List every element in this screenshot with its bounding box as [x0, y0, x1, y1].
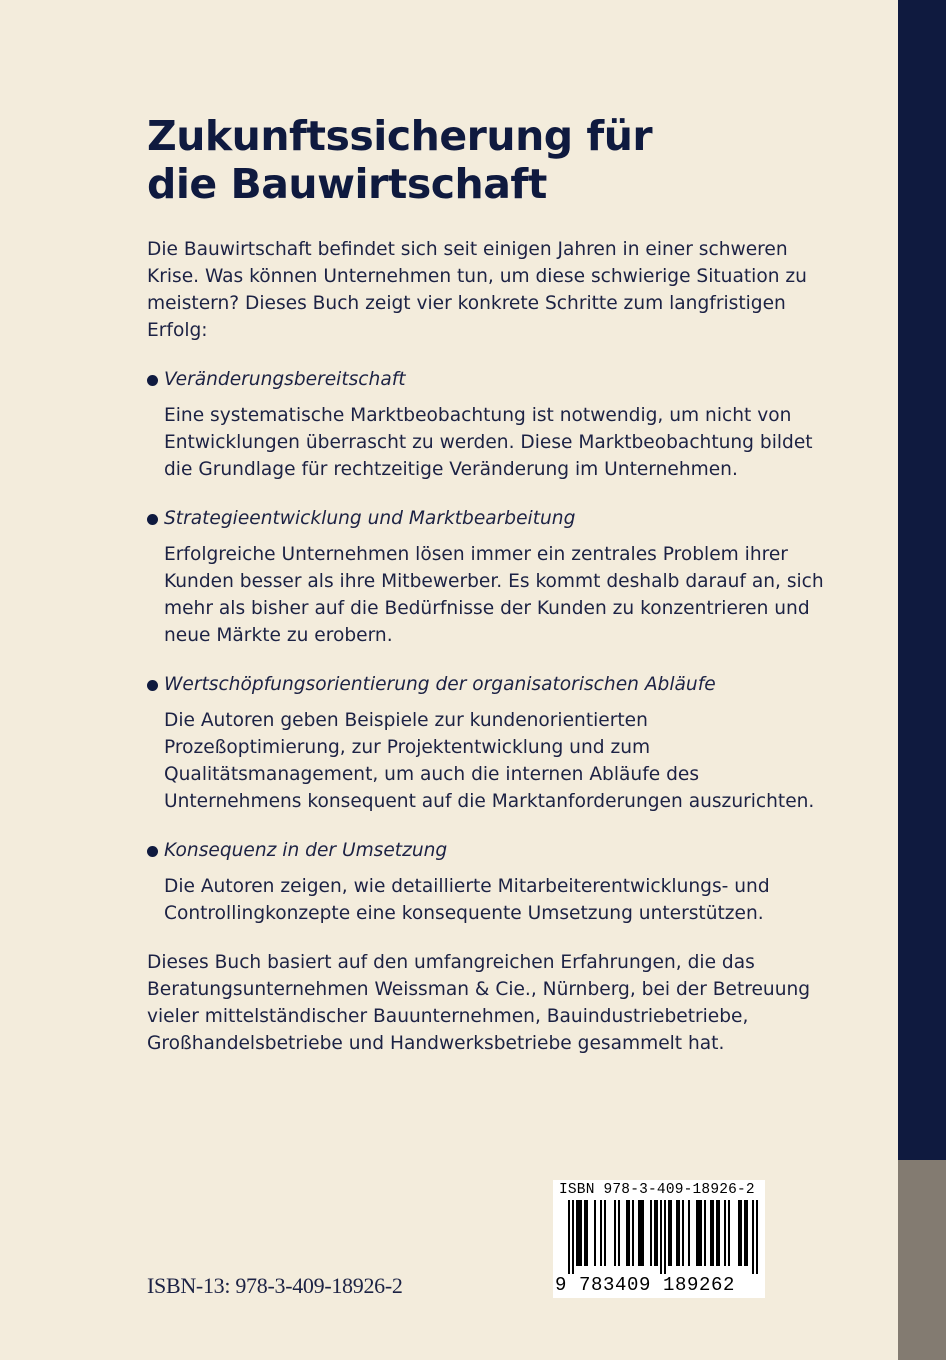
barcode-bar: [600, 1200, 602, 1266]
barcode-bar: [660, 1200, 662, 1274]
barcode-bar: [700, 1200, 702, 1266]
barcode-bar: [604, 1200, 606, 1266]
barcode-bar: [710, 1200, 712, 1266]
barcode-bar: [654, 1200, 656, 1266]
outro-paragraph: Dieses Buch basiert auf den umfangreichen Erfahrungen, die das Beratungsunternehmen Weissman & Cie., Nürnberg, bei der Betreuung vieler mittelständischer Bauunternehmen, Bauindustriebetriebe, Großhandelsbetriebe und Handwerksbetriebe gesammelt hat.: [147, 952, 811, 1054]
barcode-bar: [682, 1200, 684, 1266]
barcode-bar: [642, 1200, 644, 1266]
spine-bottom-block: [898, 1160, 946, 1360]
bullet-dot-icon: [147, 514, 158, 525]
bullet-heading: Strategieentwicklung und Marktbearbeitung: [164, 508, 576, 529]
barcode-bar: [594, 1200, 596, 1266]
barcode-bar: [568, 1200, 570, 1274]
bullet-item: [147, 505, 827, 649]
barcode-bar: [668, 1200, 670, 1266]
barcode-bar: [756, 1200, 758, 1274]
bullet-heading: Konsequenz in der Umsetzung: [164, 840, 448, 861]
barcode-bar: [628, 1200, 630, 1266]
barcode-bar: [704, 1200, 706, 1266]
barcode-bar: [696, 1200, 698, 1266]
barcode-bar: [738, 1200, 740, 1266]
barcode-bar: [678, 1200, 680, 1266]
barcode-bar: [576, 1200, 578, 1266]
barcode-digits: 9 783409 189262: [555, 1274, 736, 1296]
barcode-bar: [650, 1200, 652, 1266]
bullet-body: Erfolgreiche Unternehmen lösen immer ein zentrales Problem ihrer Kunden besser als ihre Mitbewerber. Es kommt deshalb darauf an, sich mehr als bisher auf die Bedürfnisse der Kunden zu konzentrieren und neue Märkte zu erobern.: [164, 544, 824, 646]
barcode-bar: [656, 1200, 658, 1266]
barcode-bar: [718, 1200, 720, 1266]
back-cover-text: [147, 112, 827, 1076]
bullet-item: [147, 837, 827, 927]
barcode-bar: [572, 1200, 574, 1274]
title-line-1: Zukunftssicherung für: [147, 112, 653, 160]
bullet-body: Eine systematische Marktbeobachtung ist notwendig, um nicht von Entwicklungen überrascht zu werden. Diese Marktbeobachtung bildet die Grundlage für rechtzeitige Veränderung im Unternehmen.: [164, 405, 813, 480]
barcode-bar: [676, 1200, 678, 1266]
barcode-bar: [724, 1200, 726, 1266]
barcode-bar: [716, 1200, 718, 1266]
book-title: [147, 112, 827, 208]
spine-stripe: [898, 0, 946, 1360]
bullet-item: [147, 671, 827, 815]
title-line-2: die Bauwirtschaft: [147, 160, 547, 208]
bullet-dot-icon: [147, 846, 158, 857]
bullet-body: Die Autoren geben Beispiele zur kundenorientierten Prozeßoptimierung, zur Projektentwicklung und zum Qualitätsmanagement, um auch die internen Abläufe des Unternehmens konsequent auf die Marktanforderungen auszurichten.: [164, 710, 815, 812]
barcode-bar: [728, 1200, 730, 1266]
barcode-bar: [586, 1200, 588, 1266]
bullet-dot-icon: [147, 680, 158, 691]
barcode-bar: [670, 1200, 672, 1266]
barcode-bar: [664, 1200, 666, 1274]
barcode-bar: [712, 1200, 714, 1266]
barcode-bar: [740, 1200, 742, 1266]
barcode-panel: [553, 1180, 765, 1298]
isbn-13-label: ISBN-13: 978-3-409-18926-2: [147, 1273, 403, 1298]
barcode-bar: [744, 1200, 746, 1266]
barcode-bar: [638, 1200, 640, 1266]
barcode-bar: [688, 1200, 690, 1266]
bullet-heading: Veränderungsbereitschaft: [164, 369, 406, 390]
barcode-bar: [618, 1200, 620, 1266]
barcode-bar: [632, 1200, 634, 1266]
barcode-bar: [614, 1200, 616, 1266]
barcode-bar: [580, 1200, 582, 1266]
barcode-bar: [578, 1200, 580, 1266]
barcode-icon: [568, 1200, 758, 1274]
bullet-body: Die Autoren zeigen, wie detaillierte Mitarbeiterentwicklungs- und Controllingkonzepte eine konsequente Umsetzung unterstützen.: [164, 876, 770, 924]
barcode-bar: [698, 1200, 700, 1266]
bullet-heading: Wertschöpfungsorientierung der organisatorischen Abläufe: [164, 674, 716, 695]
bullet-dot-icon: [147, 375, 158, 386]
barcode-bar: [746, 1200, 748, 1266]
barcode-bar: [640, 1200, 642, 1266]
intro-paragraph: Die Bauwirtschaft befindet sich seit einigen Jahren in einer schweren Krise. Was können Unternehmen tun, um diese schwierige Situation zu meistern? Dieses Buch zeigt vier konkrete Schritte zum langfristigen Erfolg:: [147, 239, 807, 341]
barcode-bar: [584, 1200, 586, 1266]
barcode-bar: [626, 1200, 628, 1266]
barcode-isbn-text: ISBN 978-3-409-18926-2: [559, 1182, 755, 1198]
bullet-item: [147, 366, 827, 483]
barcode-bar: [752, 1200, 754, 1274]
